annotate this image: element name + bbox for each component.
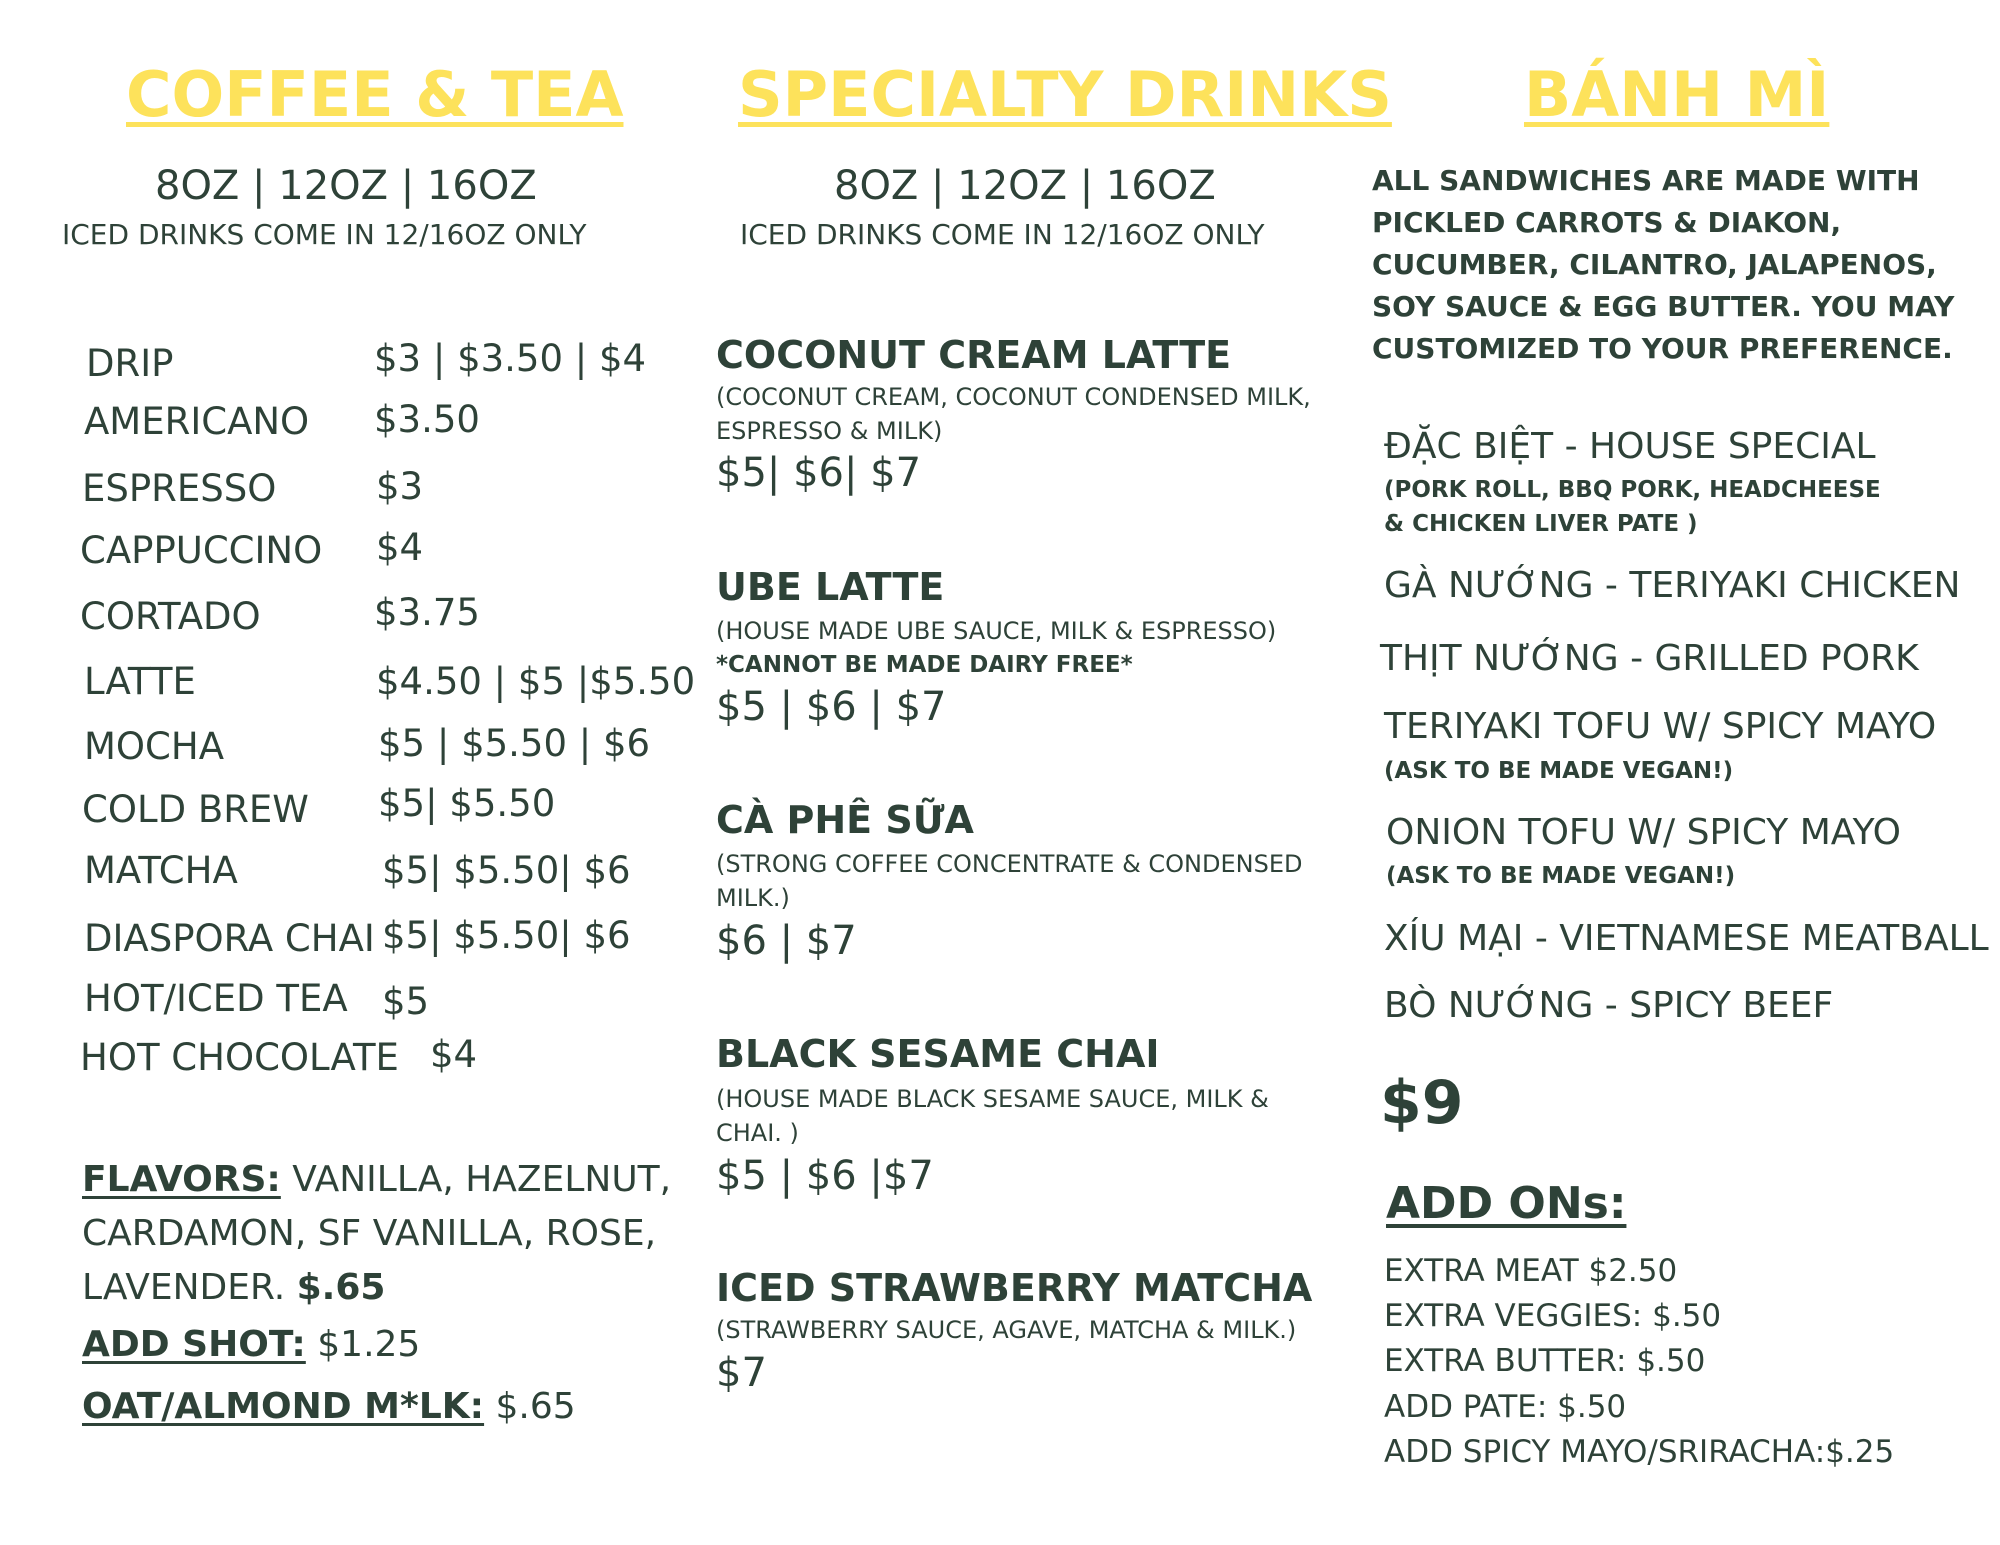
- addons-title: ADD ONs:: [1386, 1178, 1627, 1229]
- coffee-item-name: MOCHA: [84, 725, 225, 768]
- add-shot-line: [82, 1318, 420, 1372]
- coffee-tea-iced-note: ICED DRINKS COME IN 12/16OZ ONLY: [62, 218, 587, 251]
- coffee-item-price: $4.50 | $5 |$5.50: [376, 660, 696, 703]
- drink-warning: *CANNOT BE MADE DAIRY FREE*: [716, 652, 1133, 678]
- coffee-item-name: LATTE: [84, 660, 196, 703]
- alt-milk-price: $.65: [484, 1386, 576, 1427]
- specialty-iced-note: ICED DRINKS COME IN 12/16OZ ONLY: [740, 218, 1265, 251]
- coffee-item-price: $5| $5.50: [378, 782, 556, 825]
- coffee-tea-sizes: 8OZ | 12OZ | 16OZ: [155, 163, 537, 209]
- coffee-item-price: $3 | $3.50 | $4: [374, 337, 647, 380]
- drink-name: ICED STRAWBERRY MATCHA: [716, 1266, 1313, 1310]
- coffee-item-name: HOT CHOCOLATE: [80, 1036, 399, 1079]
- drink-description: (COCONUT CREAM, COCONUT CONDENSED MILK, ESPRESSO & MILK): [716, 383, 1311, 445]
- coffee-item-price: $5| $5.50| $6: [382, 914, 631, 957]
- flavors-label: FLAVORS:: [82, 1159, 281, 1200]
- coffee-item-price: $4: [430, 1033, 478, 1076]
- specialty-title: SPECIALTY DRINKS: [738, 58, 1392, 131]
- addon-item: EXTRA BUTTER: $.50: [1384, 1343, 1706, 1379]
- drink-name: COCONUT CREAM LATTE: [716, 333, 1232, 377]
- sandwich-note: (PORK ROLL, BBQ PORK, HEADCHEESE & CHICKEN LIVER PATE ): [1384, 477, 1881, 537]
- addon-item: EXTRA MEAT $2.50: [1384, 1253, 1678, 1289]
- sandwich-name: XÍU MẠI - VIETNAMESE MEATBALL: [1384, 918, 1989, 959]
- coffee-item-name: ESPRESSO: [82, 467, 277, 510]
- alt-milk-line: [82, 1380, 576, 1434]
- add-shot-price: $1.25: [305, 1324, 421, 1365]
- drink-price: $5| $6| $7: [716, 450, 922, 496]
- sandwich-name: THỊT NƯỚNG - GRILLED PORK: [1380, 638, 1919, 679]
- sandwich-name: ONION TOFU W/ SPICY MAYO: [1386, 812, 1901, 853]
- drink-name: CÀ PHÊ SỮA: [716, 798, 974, 842]
- coffee-item-price: $3.75: [374, 591, 480, 634]
- drink-price: $5 | $6 | $7: [716, 684, 947, 730]
- coffee-item-name: COLD BREW: [82, 788, 309, 831]
- banh-mi-title: BÁNH MÌ: [1524, 58, 1830, 131]
- coffee-item-name: DRIP: [86, 342, 174, 385]
- sandwich-price: $9: [1380, 1068, 1464, 1138]
- coffee-item-name: CORTADO: [80, 595, 261, 638]
- sandwich-name: TERIYAKI TOFU W/ SPICY MAYO: [1384, 706, 1937, 747]
- flavors-text: VANILLA, HAZELNUT, CARDAMON, SF VANILLA, ROSE, LAVENDER.: [82, 1159, 672, 1308]
- sandwich-name: GÀ NƯỚNG - TERIYAKI CHICKEN: [1384, 565, 1961, 606]
- sandwich-note: (ASK TO BE MADE VEGAN!): [1386, 863, 1736, 889]
- drink-name: BLACK SESAME CHAI: [716, 1032, 1160, 1076]
- addon-item: EXTRA VEGGIES: $.50: [1384, 1298, 1722, 1334]
- addon-item: ADD PATE: $.50: [1384, 1389, 1627, 1425]
- coffee-item-price: $5| $5.50| $6: [382, 849, 631, 892]
- drink-description: (HOUSE MADE BLACK SESAME SAUCE, MILK & CHAI. ): [716, 1085, 1269, 1147]
- drink-description: (HOUSE MADE UBE SAUCE, MILK & ESPRESSO): [716, 617, 1277, 645]
- coffee-item-name: MATCHA: [84, 849, 238, 892]
- addon-item: ADD SPICY MAYO/SRIRACHA:$.25: [1384, 1434, 1895, 1470]
- flavors-price: $.65: [296, 1267, 386, 1308]
- drink-price: $7: [716, 1350, 767, 1396]
- coffee-item-price: $5: [382, 980, 430, 1023]
- banh-mi-intro: ALL SANDWICHES ARE MADE WITH PICKLED CARROTS & DIAKON, CUCUMBER, CILANTRO, JALAPENOS, SOY SAUCE & EGG BUTTER. YOU MAY CUSTOMIZED TO YOUR PREFERENCE.: [1372, 164, 1955, 365]
- drink-price: $5 | $6 |$7: [716, 1153, 934, 1199]
- coffee-item-name: DIASPORA CHAI: [84, 917, 375, 960]
- sandwich-note: (ASK TO BE MADE VEGAN!): [1384, 758, 1734, 784]
- specialty-sizes: 8OZ | 12OZ | 16OZ: [834, 163, 1216, 209]
- coffee-item-name: AMERICANO: [84, 400, 310, 443]
- coffee-item-name: HOT/ICED TEA: [84, 977, 348, 1020]
- coffee-item-price: $3.50: [374, 398, 480, 441]
- sandwich-name: BÒ NƯỚNG - SPICY BEEF: [1384, 985, 1834, 1026]
- coffee-item-price: $3: [376, 465, 424, 508]
- coffee-item-name: CAPPUCCINO: [80, 529, 323, 572]
- drink-description: (STRAWBERRY SAUCE, AGAVE, MATCHA & MILK.): [716, 1316, 1297, 1344]
- drink-name: UBE LATTE: [716, 565, 945, 609]
- coffee-item-price: $4: [376, 526, 424, 569]
- add-shot-label: ADD SHOT:: [82, 1324, 306, 1365]
- flavors-block: [82, 1153, 672, 1315]
- drink-description: (STRONG COFFEE CONCENTRATE & CONDENSED MILK.): [716, 850, 1303, 912]
- coffee-item-price: $5 | $5.50 | $6: [378, 722, 651, 765]
- coffee-tea-title: COFFEE & TEA: [126, 58, 624, 131]
- drink-price: $6 | $7: [716, 918, 857, 964]
- sandwich-name: ĐẶC BIỆT - HOUSE SPECIAL: [1384, 426, 1876, 467]
- alt-milk-label: OAT/ALMOND M*LK:: [82, 1386, 485, 1427]
